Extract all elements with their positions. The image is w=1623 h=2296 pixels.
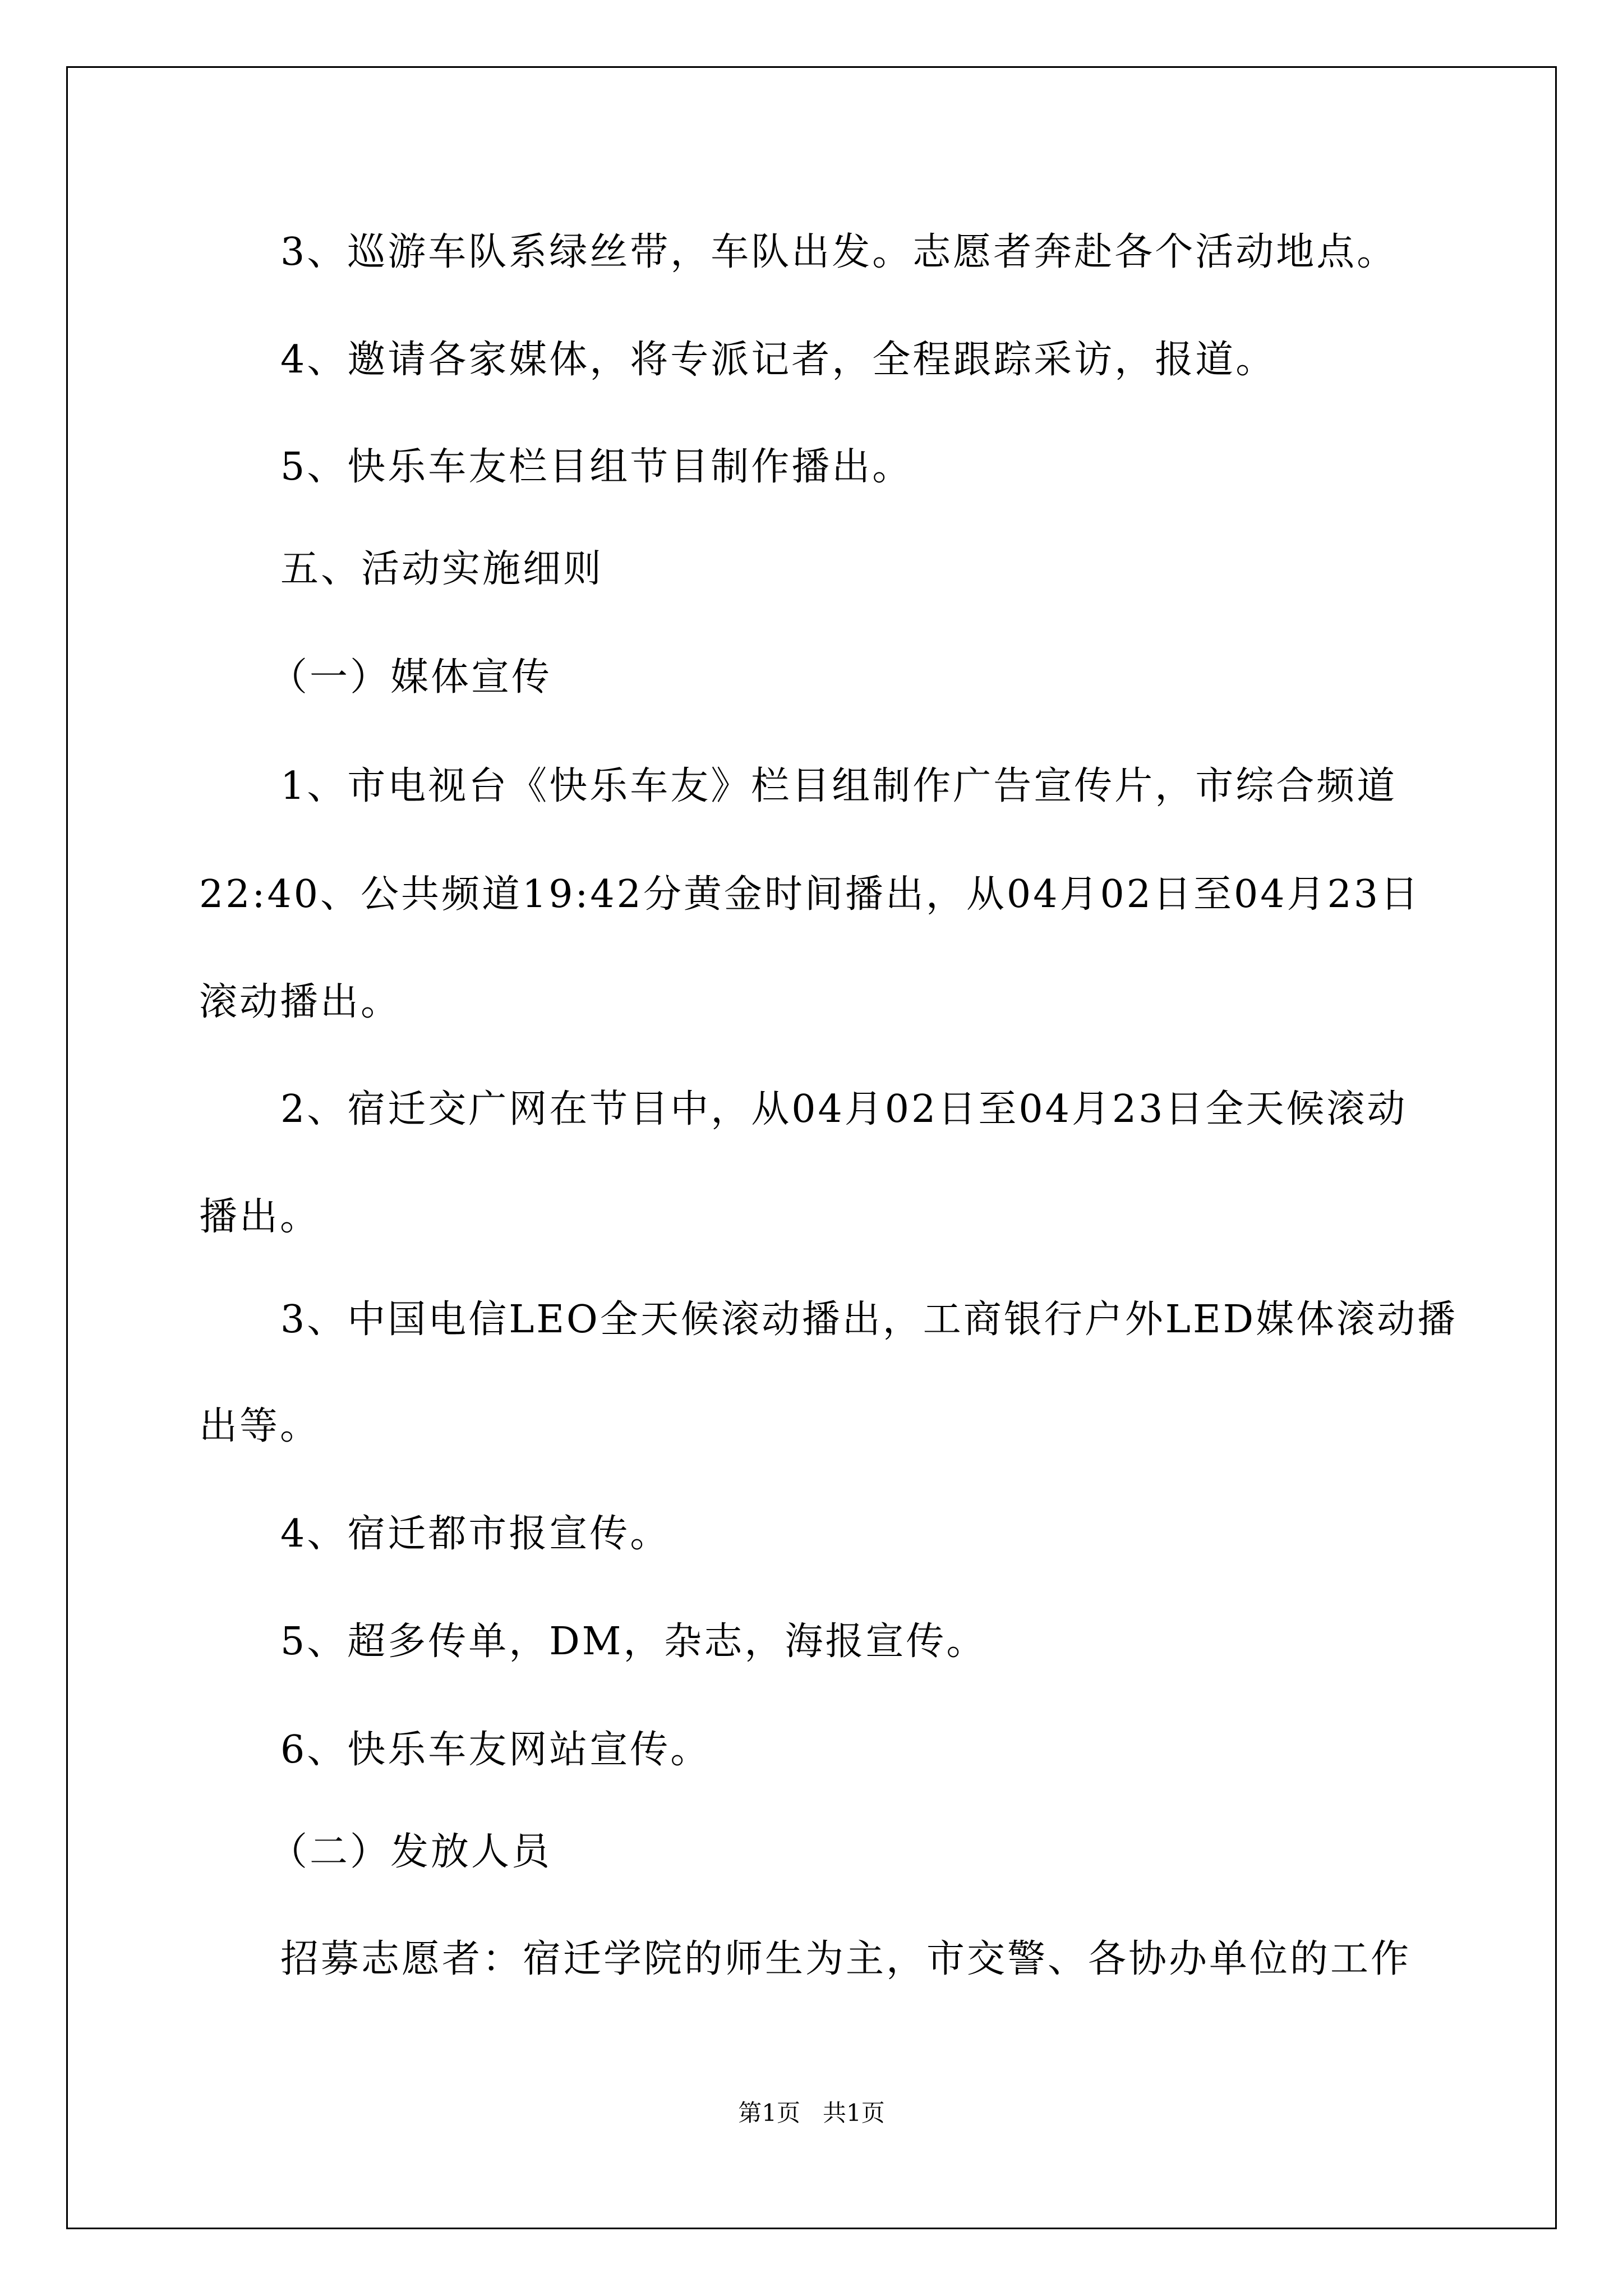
subsection-heading: （一）媒体宣传: [269, 655, 552, 700]
paragraph-line: 6、快乐车友网站宣传。: [280, 1728, 711, 1772]
paragraph-line: 22:40、公共频道19:42分黄金时间播出，从04月02日至04月23日: [199, 872, 1421, 917]
paragraph-line: 出等。: [199, 1404, 321, 1448]
paragraph-line: 2、宿迁交广网在节目中，从04月02日至04月23日全天候滚动: [280, 1087, 1408, 1131]
paragraph-line: 5、快乐车友栏目组节目制作播出。: [280, 445, 913, 489]
page-footer: 第1页 共1页: [738, 2099, 885, 2127]
paragraph-line: 5、超多传单，DM，杂志，海报宣传。: [280, 1619, 987, 1664]
paragraph-line: 4、邀请各家媒体，将专派记者，全程跟踪采访，报道。: [280, 338, 1276, 382]
paragraph-line: 1、市电视台《快乐车友》栏目组制作广告宣传片，市综合频道: [280, 764, 1398, 808]
paragraph-line: 滚动播出。: [199, 980, 402, 1024]
paragraph-line: 4、宿迁都市报宣传。: [280, 1512, 671, 1556]
paragraph-line: 播出。: [199, 1195, 321, 1239]
page-border: [66, 66, 1557, 2229]
section-heading: 五、活动实施细则: [280, 547, 604, 591]
paragraph-line: 招募志愿者：宿迁学院的师生为主，市交警、各协办单位的工作: [280, 1937, 1412, 1981]
paragraph-line: 3、巡游车队系绿丝带，车队出发。志愿者奔赴各个活动地点。: [280, 230, 1398, 274]
paragraph-line: 3、中国电信LEO全天候滚动播出，工商银行户外LED媒体滚动播: [280, 1297, 1458, 1342]
subsection-heading: （二）发放人员: [269, 1830, 552, 1874]
